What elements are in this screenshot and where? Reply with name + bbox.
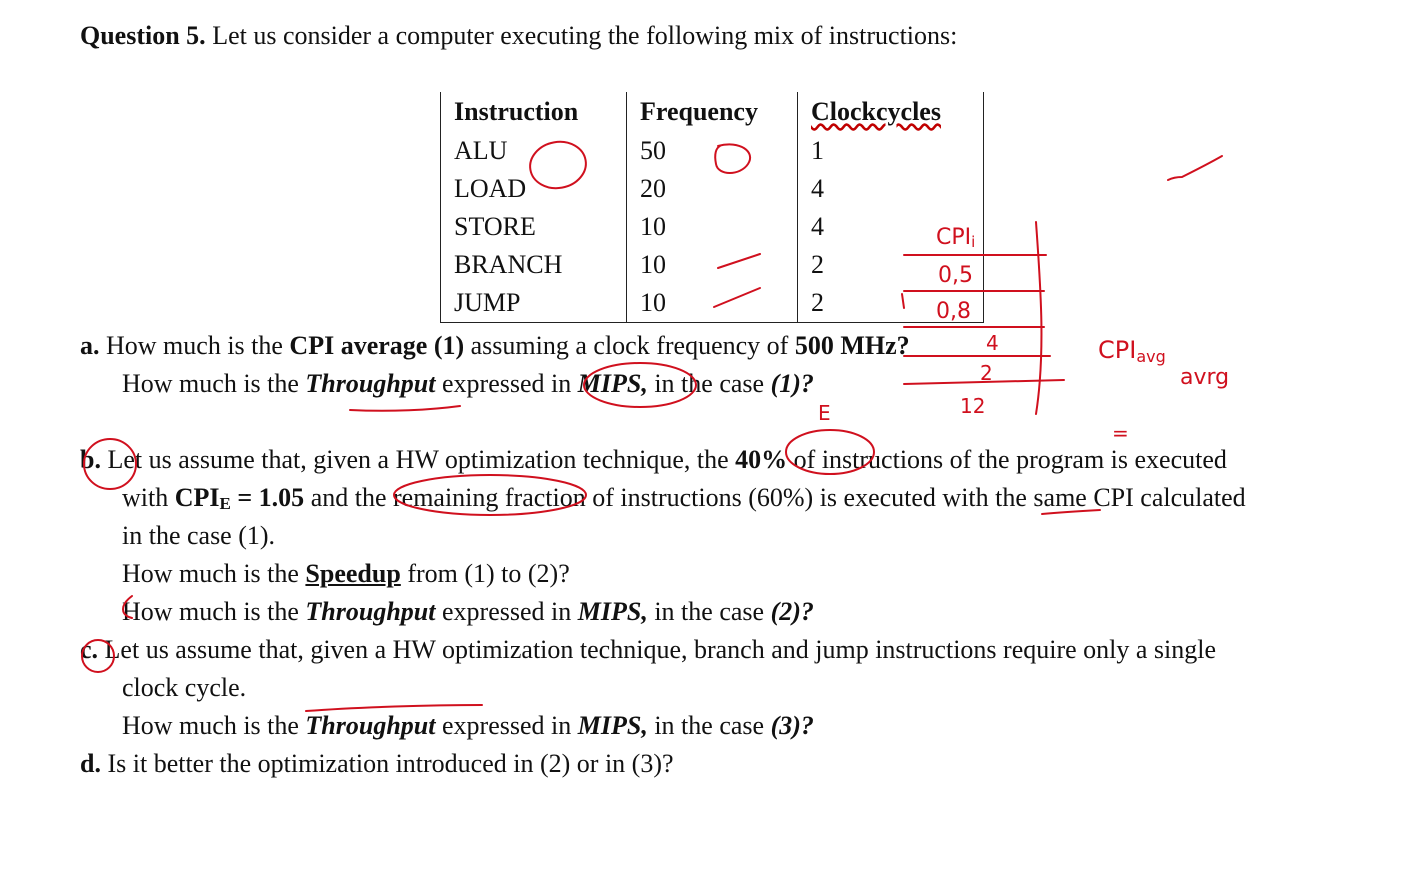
ink-equal-mark: = xyxy=(1112,421,1129,445)
table-cell: 10 xyxy=(627,246,798,284)
speedup-term: Speedup xyxy=(305,559,401,588)
header-clockcycles xyxy=(798,92,984,132)
table-cell: 10 xyxy=(627,284,798,323)
header-frequency: Frequency xyxy=(627,92,798,132)
question-number: Question 5. xyxy=(80,21,206,50)
ink-e-mark: E xyxy=(818,401,831,425)
ink-value-12: 12 xyxy=(960,394,986,418)
ink-vertical-rule xyxy=(1036,222,1041,414)
text: Let us assume that, given a HW optimization technique, the xyxy=(100,445,736,474)
text: expressed in xyxy=(435,597,578,626)
mips-term: MIPS, xyxy=(577,711,648,740)
part-b-line-2 xyxy=(122,482,1246,520)
instruction-mix-table xyxy=(440,92,984,323)
table-cell: STORE xyxy=(441,208,627,246)
part-a-label: a. xyxy=(80,331,100,360)
table-row xyxy=(441,246,984,284)
ink-avrg: avrg xyxy=(1180,365,1230,390)
text: How much is the xyxy=(122,369,306,398)
table-cell: JUMP xyxy=(441,284,627,323)
part-c-line-1 xyxy=(80,634,1216,666)
table-cell: 4 xyxy=(798,170,984,208)
header-clockcycles-text: Clockcycles xyxy=(811,97,941,126)
ink-cpi-i-label: CPIi xyxy=(936,225,976,251)
table-cell: BRANCH xyxy=(441,246,627,284)
text: Let us assume that, given a HW optimization technique, branch and jump instructions require only a single xyxy=(98,635,1217,664)
part-c-label: c. xyxy=(80,635,99,664)
table-cell: LOAD xyxy=(441,170,627,208)
table-cell: 1 xyxy=(798,132,984,170)
ink-value-05: 0,5 xyxy=(938,263,973,288)
ink-value-4: 4 xyxy=(986,331,999,355)
ink-check-right xyxy=(1168,156,1222,180)
table-row xyxy=(441,170,984,208)
part-d-line xyxy=(80,748,674,780)
part-c-line-3 xyxy=(122,710,814,742)
case-label: (2)? xyxy=(770,597,814,626)
table-cell: 2 xyxy=(798,284,984,323)
text: How much is the xyxy=(122,559,306,588)
text: expressed in xyxy=(435,369,578,398)
table-cell: ALU xyxy=(441,132,627,170)
text: and the remaining fraction of instructions (60%) is executed with the same CPI calculated xyxy=(304,483,1246,512)
text: from (1) to (2)? xyxy=(400,559,570,588)
part-a-line-2 xyxy=(122,368,814,400)
text: How much is the xyxy=(122,597,306,626)
part-c-line-2: clock cycle. xyxy=(122,673,247,702)
question-intro: Let us consider a computer executing the following mix of instructions: xyxy=(205,21,958,50)
text: assuming a clock frequency of xyxy=(464,331,795,360)
text: of instructions of the program is executed xyxy=(787,445,1227,474)
part-b-line-5 xyxy=(122,596,814,628)
part-b-line-4 xyxy=(122,558,570,590)
table-row xyxy=(441,132,984,170)
text: in the case xyxy=(647,597,771,626)
ink-underline-throughput xyxy=(350,406,460,411)
ink-value-08: 0,8 xyxy=(936,299,971,324)
cpie-value: = 1.05 xyxy=(230,483,305,512)
table-header-row xyxy=(441,92,984,132)
cpie-term: CPI xyxy=(174,483,220,512)
part-b-line-1 xyxy=(80,444,1227,476)
text: How much is the xyxy=(122,711,306,740)
text: with xyxy=(122,483,175,512)
cpi-average-term: CPI average (1) xyxy=(289,331,465,360)
part-b-label: b. xyxy=(80,445,101,474)
text: expressed in xyxy=(435,711,578,740)
table-cell: 2 xyxy=(798,246,984,284)
mips-term: MIPS, xyxy=(577,369,648,398)
text: in the case xyxy=(647,369,771,398)
header-instruction: Instruction xyxy=(441,92,627,132)
part-b-line-3: in the case (1). xyxy=(122,521,276,550)
ink-value-2: 2 xyxy=(980,361,993,385)
part-d-label: d. xyxy=(80,749,101,778)
case-label: (1)? xyxy=(770,369,814,398)
question-heading xyxy=(80,20,957,52)
table-cell: 10 xyxy=(627,208,798,246)
throughput-term: Throughput xyxy=(305,597,436,626)
table-cell: 20 xyxy=(627,170,798,208)
mips-term: MIPS, xyxy=(577,597,648,626)
clock-frequency: 500 MHz? xyxy=(794,331,910,360)
table-row xyxy=(441,284,984,323)
cpie-subscript: E xyxy=(219,494,231,513)
text: How much is the xyxy=(99,331,290,360)
percentage-term: 40% xyxy=(735,445,788,474)
throughput-term: Throughput xyxy=(305,369,436,398)
part-a-line-1 xyxy=(80,330,910,362)
ink-line xyxy=(904,380,1064,384)
table-cell: 50 xyxy=(627,132,798,170)
text: Is it better the optimization introduced in (2) or in (3)? xyxy=(100,749,674,778)
text: in the case xyxy=(647,711,771,740)
table-cell: 4 xyxy=(798,208,984,246)
table-row xyxy=(441,208,984,246)
throughput-term: Throughput xyxy=(305,711,436,740)
ink-cpi-avg: CPIavg xyxy=(1098,336,1166,366)
case-label: (3)? xyxy=(770,711,814,740)
